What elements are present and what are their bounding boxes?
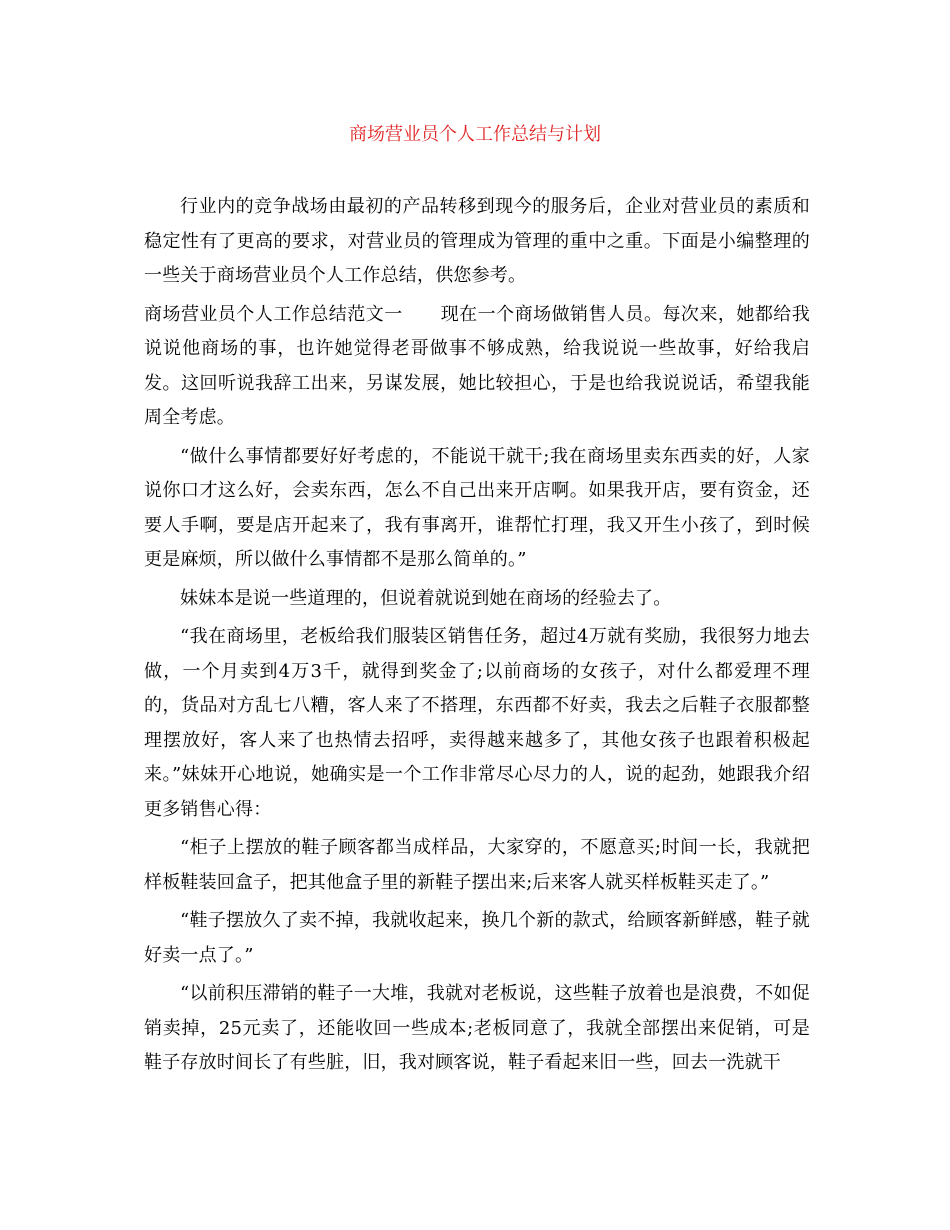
- body-paragraph: 妹妹本是说一些道理的，但说着就说到她在商场的经验去了。: [180, 587, 672, 609]
- document-title: 商场营业员个人工作总结与计划: [349, 124, 601, 145]
- document-body: [144, 190, 810, 1085]
- body-paragraph: “我在商场里，老板给我们服装区销售任务，超过4万就有奖励，我很努力地去做，一个月卖到4万3千，就得到奖金了;以前商场的女孩子，对什么都爱理不理的，货品对方乱七八糟，客人来了不搭理，东西都不好卖，我去之后鞋子衣服都整理摆放好，客人来了也热情去招呼，卖得越来越多了，其他女孩子也跟着积极起来。”妹妹开心地说，她确实是一个工作非常尽心尽力的人，说的起劲，她跟我介绍更多销售心得：: [144, 626, 810, 820]
- section-heading: 商场营业员个人工作总结范文一: [144, 303, 403, 325]
- intro-paragraph: 行业内的竞争战场由最初的产品转移到现今的服务后，企业对营业员的素质和稳定性有了更高的要求，对营业员的管理成为管理的重中之重。下面是小编整理的一些关于商场营业员个人工作总结，供您参考。: [144, 196, 810, 286]
- body-paragraph: “做什么事情都要好好考虑的，不能说干就干;我在商场里卖东西卖的好，人家说你口才这么好，会卖东西，怎么不自己出来开店啊。如果我开店，要有资金，还要人手啊，要是店开起来了，我有事离开，谁帮忙打理，我又开生小孩了，到时候更是麻烦，所以做什么事情都不是那么简单的。”: [144, 445, 810, 570]
- section-paragraph: [144, 298, 810, 436]
- body-paragraph: “以前积压滞销的鞋子一大堆，我就对老板说，这些鞋子放着也是浪费，不如促销卖掉，25元卖了，还能收回一些成本;老板同意了，我就全部摆出来促销，可是鞋子存放时间长了有些脏，旧，我对顾客说，鞋子看起来旧一些，回去一洗就干: [144, 983, 810, 1073]
- section-first-text: 现在一个商场做销售人员。每次来，她都给我说说他商场的事，也许她觉得老哥做事不够成熟，给我说说一些故事，好给我启发。这回听说我辞工出来，另谋发展，她比较担心，于是也给我说说话，希望我能周全考虑。: [144, 303, 810, 428]
- body-paragraph: “鞋子摆放久了卖不掉，我就收起来，换几个新的款式，给顾客新鲜感，鞋子就好卖一点了。”: [144, 910, 810, 966]
- body-paragraph: “柜子上摆放的鞋子顾客都当成样品，大家穿的，不愿意买;时间一长，我就把样板鞋装回盒子，把其他盒子里的新鞋子摆出来;后来客人就买样板鞋买走了。”: [144, 837, 810, 893]
